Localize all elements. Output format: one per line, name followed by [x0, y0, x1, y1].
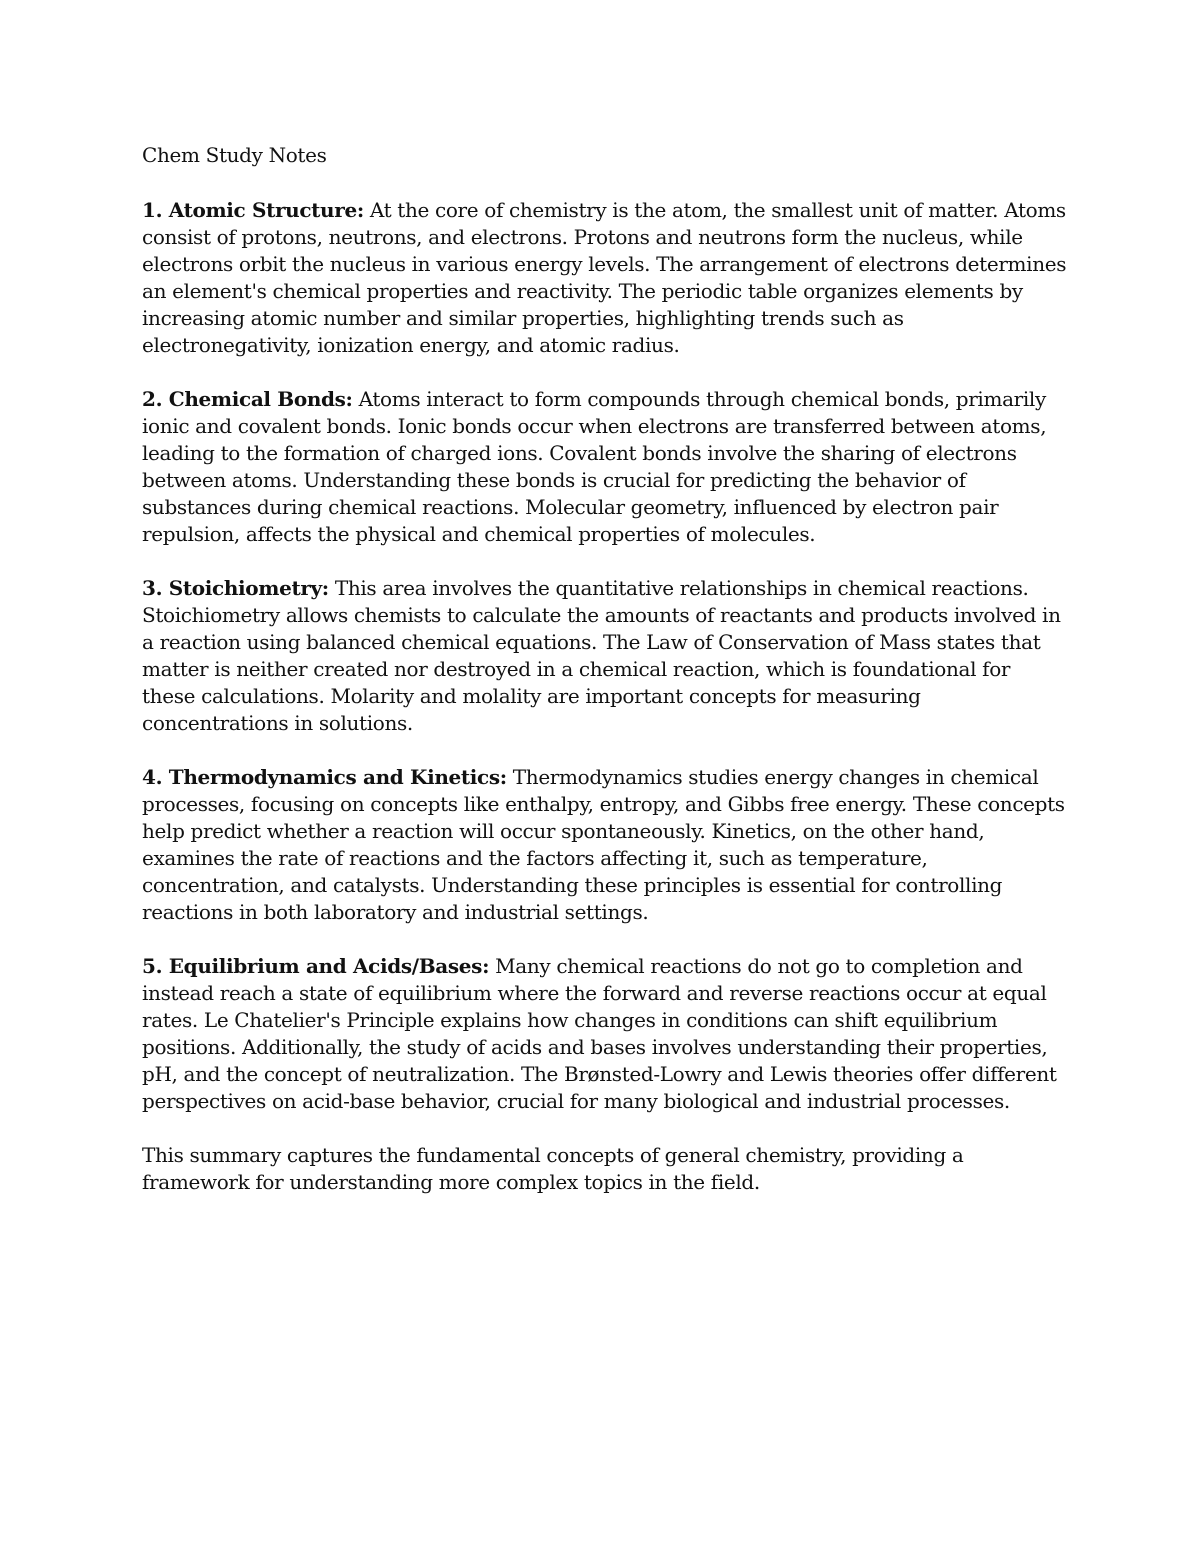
summary-paragraph: This summary captures the fundamental concepts of general chemistry, providing a framework for understanding more complex topics in the field. — [142, 1143, 964, 1194]
section-equilibrium-acids-bases — [142, 953, 1067, 1115]
section-thermodynamics-kinetics — [142, 764, 1067, 926]
section-heading: 1. Atomic Structure: — [142, 198, 364, 222]
section-body: Many chemical reactions do not go to completion and instead reach a state of equilibrium where the forward and reverse reactions occur at equal rates. Le Chatelier's Principle explains how changes in conditions can shift equilibrium positions. Additionally, the study of acids and bases involves understanding their properties, pH, and the concept of neutralization. The Brønsted-Lowry and Lewis theories offer different perspectives on acid-base behavior, crucial for many biological and industrial processes. — [142, 954, 1057, 1113]
section-heading: 2. Chemical Bonds: — [142, 387, 353, 411]
section-body: Thermodynamics studies energy changes in chemical processes, focusing on concepts like enthalpy, entropy, and Gibbs free energy. These concepts help predict whether a reaction will occur spontaneously. Kinetics, on the other hand, examines the rate of reactions and the factors affecting it, such as temperature, concentration, and catalysts. Understanding these principles is essential for controlling reactions in both laboratory and industrial settings. — [142, 765, 1065, 924]
section-stoichiometry — [142, 575, 1067, 737]
section-body: At the core of chemistry is the atom, the smallest unit of matter. Atoms consist of protons, neutrons, and electrons. Protons and neutrons form the nucleus, while electrons orbit the nucleus in various energy levels. The arrangement of electrons determines an element's chemical properties and reactivity. The periodic table organizes elements by increasing atomic number and similar properties, highlighting trends such as electronegativity, ionization energy, and atomic radius. — [142, 198, 1067, 357]
section-body: This area involves the quantitative relationships in chemical reactions. Stoichiometry allows chemists to calculate the amounts of reactants and products involved in a reaction using balanced chemical equations. The Law of Conservation of Mass states that matter is neither created nor destroyed in a chemical reaction, which is foundational for these calculations. Molarity and molality are important concepts for measuring concentrations in solutions. — [142, 576, 1061, 735]
section-chemical-bonds — [142, 386, 1067, 548]
document-title: Chem Study Notes — [142, 143, 327, 167]
document-page — [142, 142, 1067, 1223]
section-heading: 5. Equilibrium and Acids/Bases: — [142, 954, 490, 978]
section-atomic-structure — [142, 197, 1067, 359]
section-heading: 3. Stoichiometry: — [142, 576, 329, 600]
section-heading: 4. Thermodynamics and Kinetics: — [142, 765, 507, 789]
section-body: Atoms interact to form compounds through chemical bonds, primarily ionic and covalent bonds. Ionic bonds occur when electrons are transferred between atoms, leading to the formation of charged ions. Covalent bonds involve the sharing of electrons between atoms. Understanding these bonds is crucial for predicting the behavior of substances during chemical reactions. Molecular geometry, influenced by electron pair repulsion, affects the physical and chemical properties of molecules. — [142, 387, 1047, 546]
